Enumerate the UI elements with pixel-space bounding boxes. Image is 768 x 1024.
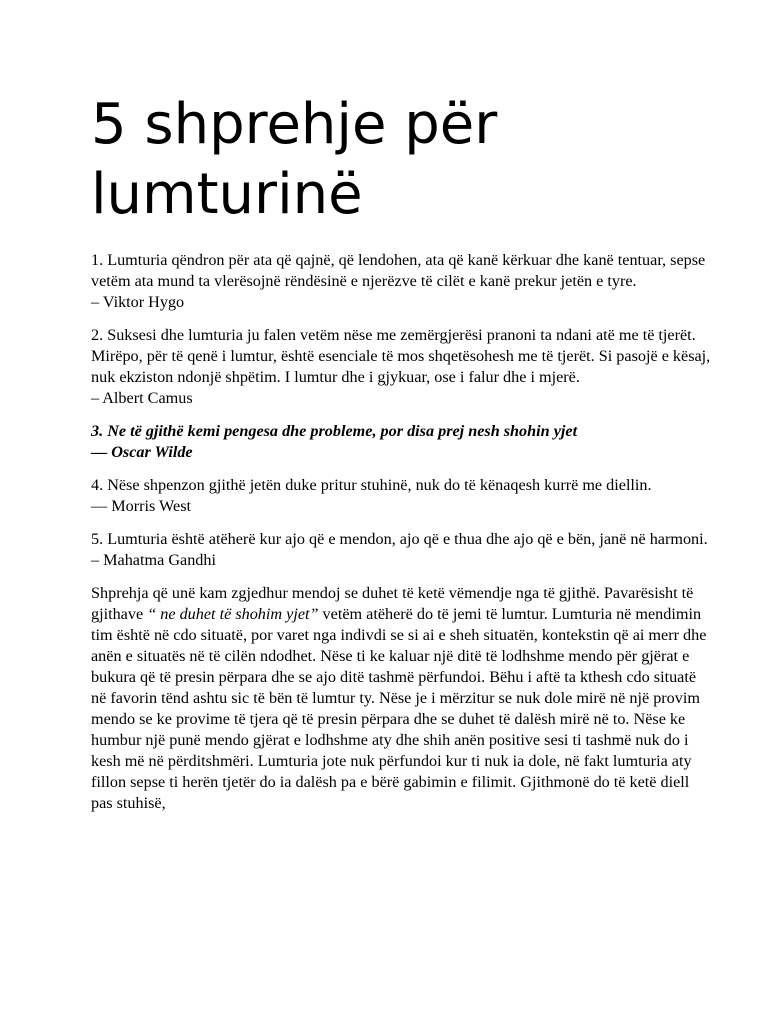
page-title: 5 shprehje për lumturinë [91,92,498,227]
quote-text: 1. Lumturia qëndron për ata që qajnë, që lendohen, ata që kanë kërkuar dhe kanë tentuar, sepse vetëm ata mund ta vlerësojnë rëndësinë e njerëzve të cilët e kanë prekur jetën e tyre. [91,251,706,290]
quote-1 [91,250,711,313]
essay-quote: “ ne duhet të shohim yjet” [147,605,319,623]
quote-4 [91,475,711,517]
quote-author: — Oscar Wilde [91,443,193,461]
quote-3 [91,421,711,463]
document-body [91,250,711,826]
quote-text: 4. Nëse shpenzon gjithë jetën duke pritur stuhinë, nuk do të kënaqesh kurrë me diellin. [91,476,652,494]
quote-2 [91,325,711,409]
essay-text-rest: vetëm atëherë do të jemi të lumtur. Lumturia në mendimin tim është në cdo situatë, por varet nga indivdi se si ai e sheh situatën, kontekstin që ai merr dhe anën e situatës në të cilën ndodhet. Nëse ti ke kaluar një ditë të lodhshme mendo për gjërat e bukura që të presin përpara dhe se ajo ditë tashmë përfundoi. Bëhu i aftë ta kthesh cdo situatë në favorin tënd ashtu sic të bën të lumtur ty. Nëse je i mërzitur se nuk dole mirë në një provim mendo se ke provime të tjera që të presin përpara dhe se duhet të dalësh mirë në to. Nëse ke humbur një punë mendo gjërat e lodhshme aty dhe shih anën positive sesi ti tashmë nuk do i kesh më në përditshmëri. Lumturia jote nuk përfundoi kur ti nuk ia dole, në fakt lumturia aty fillon sepse ti herën tjetër do ia dalësh pa e bërë gabimin e filimit. Gjithmonë do të ketë diell pas stuhisë, [91,605,707,812]
quote-author: — Morris West [91,497,192,515]
quote-text: 5. Lumturia është atëherë kur ajo që e mendon, ajo që e thua dhe ajo që e bën, janë në harmoni. [91,530,708,548]
quote-author: – Mahatma Gandhi [91,551,216,569]
quote-author: – Viktor Hygo [91,293,185,311]
quote-author: – Albert Camus [91,389,193,407]
essay-text-start: Shprehja që unë kam zgjedhur mendoj se duhet të ketë vëmendje nga të gjithë. Pavarësisht të gjithave [91,584,694,623]
quote-5 [91,529,711,571]
quote-text: 2. Suksesi dhe lumturia ju falen vetëm nëse me zemërgjerësi pranoni ta ndani atë me të tjerët. Mirëpo, për të qenë i lumtur, është esenciale të mos shqetësohesh me të tjerët. Si pasojë e kësaj, nuk ekziston ndonjë shpëtim. I lumtur dhe i gjykuar, ose i falur dhe i mjerë. [91,326,711,386]
quote-text: 3. Ne të gjithë kemi pengesa dhe probleme, por disa prej nesh shohin yjet [91,422,578,440]
essay-paragraph [91,583,711,814]
